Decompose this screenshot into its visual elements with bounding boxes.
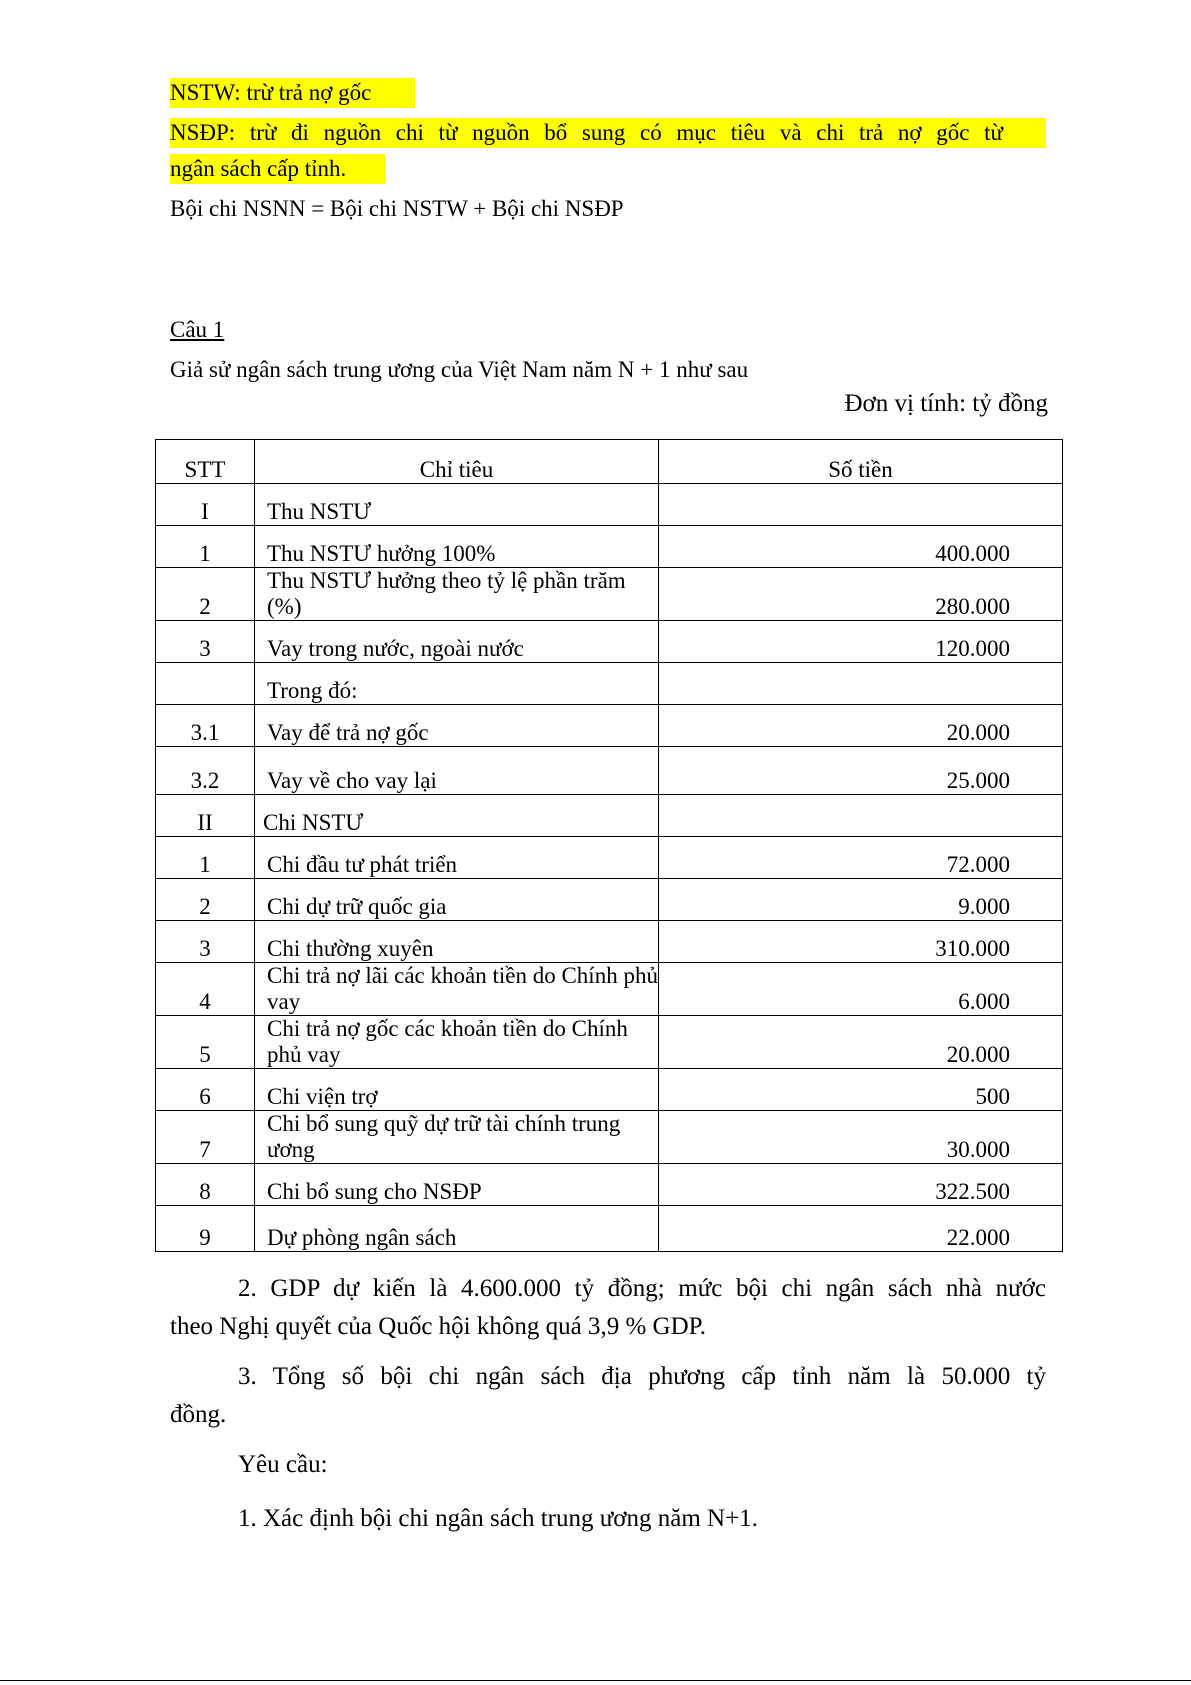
row-name: Chi dự trữ quốc gia [255, 879, 659, 921]
table-row [156, 568, 1063, 621]
table-row [156, 1206, 1063, 1252]
row-name: Chi bổ sung quỹ dự trữ tài chính trung ương [255, 1111, 659, 1164]
table-row [156, 705, 1063, 747]
row-stt: 2 [156, 568, 255, 621]
formula-line: Bội chi NSNN = Bội chi NSTW + Bội chi NSĐP [170, 196, 624, 221]
row-stt: 3.1 [156, 705, 255, 747]
paragraph-2-line2: theo Nghị quyết của Quốc hội không quá 3,9 % GDP. [170, 1313, 707, 1340]
table-row [156, 1111, 1063, 1164]
row-name: Chi trả nợ gốc các khoản tiền do Chính phủ vay [255, 1016, 659, 1069]
header-amount: Số tiền [659, 440, 1063, 484]
row-amount: 20.000 [659, 1016, 1063, 1069]
row-name: Thu NSTƯ hưởng 100% [255, 526, 659, 568]
row-stt [156, 663, 255, 705]
row-amount: 6.000 [659, 963, 1063, 1016]
row-stt: 4 [156, 963, 255, 1016]
paragraph-3-line1: 3. Tổng số bội chi ngân sách địa phương cấp tỉnh năm là 50.000 tỷ [238, 1363, 1046, 1390]
row-amount: 400.000 [659, 526, 1063, 568]
row-amount: 120.000 [659, 621, 1063, 663]
row-name: Chi thường xuyên [255, 921, 659, 963]
row-amount [659, 484, 1063, 526]
row-amount: 322.500 [659, 1164, 1063, 1206]
row-stt: 3 [156, 921, 255, 963]
table-row [156, 1069, 1063, 1111]
row-amount: 72.000 [659, 837, 1063, 879]
row-stt: I [156, 484, 255, 526]
table-row [156, 1164, 1063, 1206]
row-name: Trong đó: [255, 663, 659, 705]
budget-table [155, 439, 1063, 1252]
row-name: Thu NSTƯ hưởng theo tỷ lệ phần trăm (%) [255, 568, 659, 621]
row-stt: 6 [156, 1069, 255, 1111]
row-name: Thu NSTƯ [255, 484, 659, 526]
requirements-heading: Yêu cầu: [238, 1451, 328, 1478]
note-line1: NSTW: trừ trả nợ gốc [170, 80, 372, 105]
header-stt: STT [156, 440, 255, 484]
row-name: Chi trả nợ lãi các khoản tiền do Chính phủ vay [255, 963, 659, 1016]
row-name: Vay về cho vay lại [255, 747, 659, 795]
table-row [156, 837, 1063, 879]
note-line2b: ngân sách cấp tỉnh. [170, 156, 347, 181]
row-amount: 30.000 [659, 1111, 1063, 1164]
row-name: Dự phòng ngân sách [255, 1206, 659, 1252]
row-stt: II [156, 795, 255, 837]
row-stt: 9 [156, 1206, 255, 1252]
note-line2a: NSĐP: trừ đi nguồn chi từ nguồn bổ sung có mục tiêu và chi trả nợ gốc từ [170, 120, 1003, 145]
header-item: Chỉ tiêu [255, 440, 659, 484]
row-name: Chi NSTƯ [255, 795, 659, 837]
row-stt: 3.2 [156, 747, 255, 795]
row-name: Chi viện trợ [255, 1069, 659, 1111]
question-title: Câu 1 [170, 317, 225, 342]
row-stt: 5 [156, 1016, 255, 1069]
row-stt: 8 [156, 1164, 255, 1206]
row-amount: 25.000 [659, 747, 1063, 795]
table-row [156, 795, 1063, 837]
row-name: Chi đầu tư phát triển [255, 837, 659, 879]
row-stt: 3 [156, 621, 255, 663]
row-name: Vay trong nước, ngoài nước [255, 621, 659, 663]
row-amount: 20.000 [659, 705, 1063, 747]
row-amount: 280.000 [659, 568, 1063, 621]
row-name: Chi bổ sung cho NSĐP [255, 1164, 659, 1206]
paragraph-2-line1: 2. GDP dự kiến là 4.600.000 tỷ đồng; mức bội chi ngân sách nhà nước [238, 1275, 1046, 1302]
row-stt: 1 [156, 837, 255, 879]
row-name: Vay để trả nợ gốc [255, 705, 659, 747]
table-row [156, 484, 1063, 526]
table-row [156, 879, 1063, 921]
page-bottom-rule [0, 1680, 1191, 1681]
unit-label: Đơn vị tính: tỷ đồng [844, 390, 1048, 417]
row-amount [659, 795, 1063, 837]
question-intro: Giả sử ngân sách trung ương của Việt Nam năm N + 1 như sau [170, 357, 749, 382]
requirement-1: 1. Xác định bội chi ngân sách trung ương năm N+1. [238, 1505, 758, 1532]
row-amount: 22.000 [659, 1206, 1063, 1252]
table-row [156, 747, 1063, 795]
table-row [156, 621, 1063, 663]
table-row [156, 963, 1063, 1016]
row-amount: 9.000 [659, 879, 1063, 921]
row-stt: 1 [156, 526, 255, 568]
table-row [156, 663, 1063, 705]
table-row [156, 526, 1063, 568]
table-row [156, 1016, 1063, 1069]
row-amount [659, 663, 1063, 705]
row-amount: 310.000 [659, 921, 1063, 963]
paragraph-3-line2: đồng. [170, 1401, 227, 1428]
table-row [156, 921, 1063, 963]
table-header-row [156, 440, 1063, 484]
row-amount: 500 [659, 1069, 1063, 1111]
row-stt: 2 [156, 879, 255, 921]
row-stt: 7 [156, 1111, 255, 1164]
